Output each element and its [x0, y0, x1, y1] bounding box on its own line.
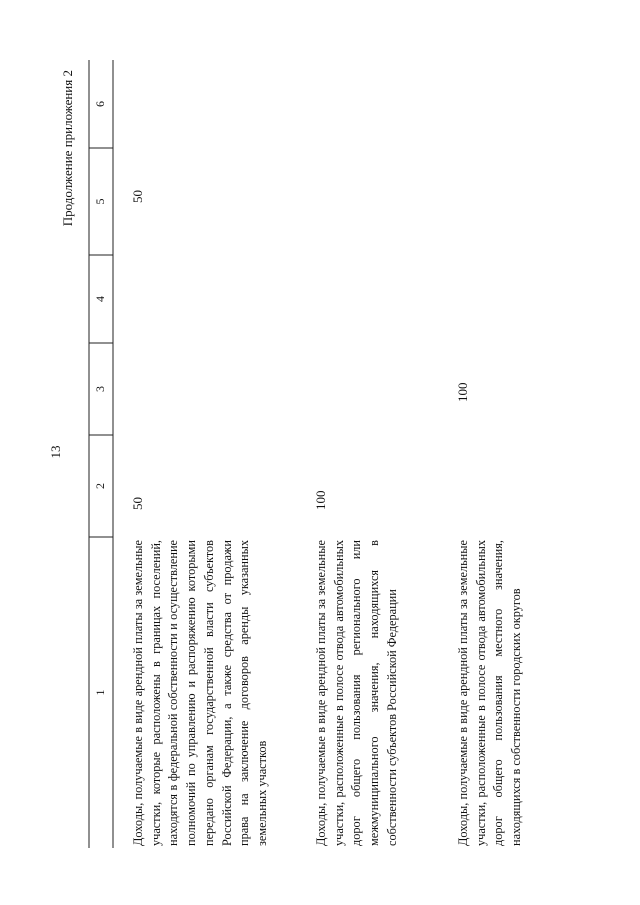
table-row-1-description: Доходы, получаемые в виде арендной платы за земельные участки, которые расположены в границах поселений, находятся в федеральной собственности и осуществление полномочий по управлению и распоряжению которыми передано органам государственной власти субъектов Российской Федерации, а также средства от продажи права на заключение договоров аренды указанных земельных участков — [131, 540, 269, 846]
column-header-1: 1 — [93, 689, 107, 696]
column-header-3: 3 — [93, 386, 107, 392]
table-row-3-col3: 100 — [455, 382, 470, 402]
column-header-2: 2 — [93, 483, 107, 489]
column-header-6: 6 — [93, 101, 107, 107]
column-header-4: 4 — [93, 296, 107, 302]
table-row-1-col2: 50 — [130, 497, 145, 510]
table-row-2-col2: 100 — [313, 490, 328, 510]
page-number: 13 — [48, 445, 63, 459]
table-row-3-description: Доходы, получаемые в виде арендной платы за земельные участки, расположенные в полосе отвода автомобильных дорог общего пользования местного значения, находящихся в собственности городских округов — [456, 540, 524, 846]
continuation-label: Продолжение приложения 2 — [60, 70, 75, 227]
column-header-5: 5 — [93, 198, 107, 205]
table-row-2-description: Доходы, получаемые в виде арендной платы за земельные участки, расположенные в полосе отвода автомобильных дорог общего пользования регионального или межмуниципального значения, находящихся в собственности субъектов Российской Федерации — [314, 540, 399, 846]
table-row-1-col5: 50 — [130, 190, 145, 203]
